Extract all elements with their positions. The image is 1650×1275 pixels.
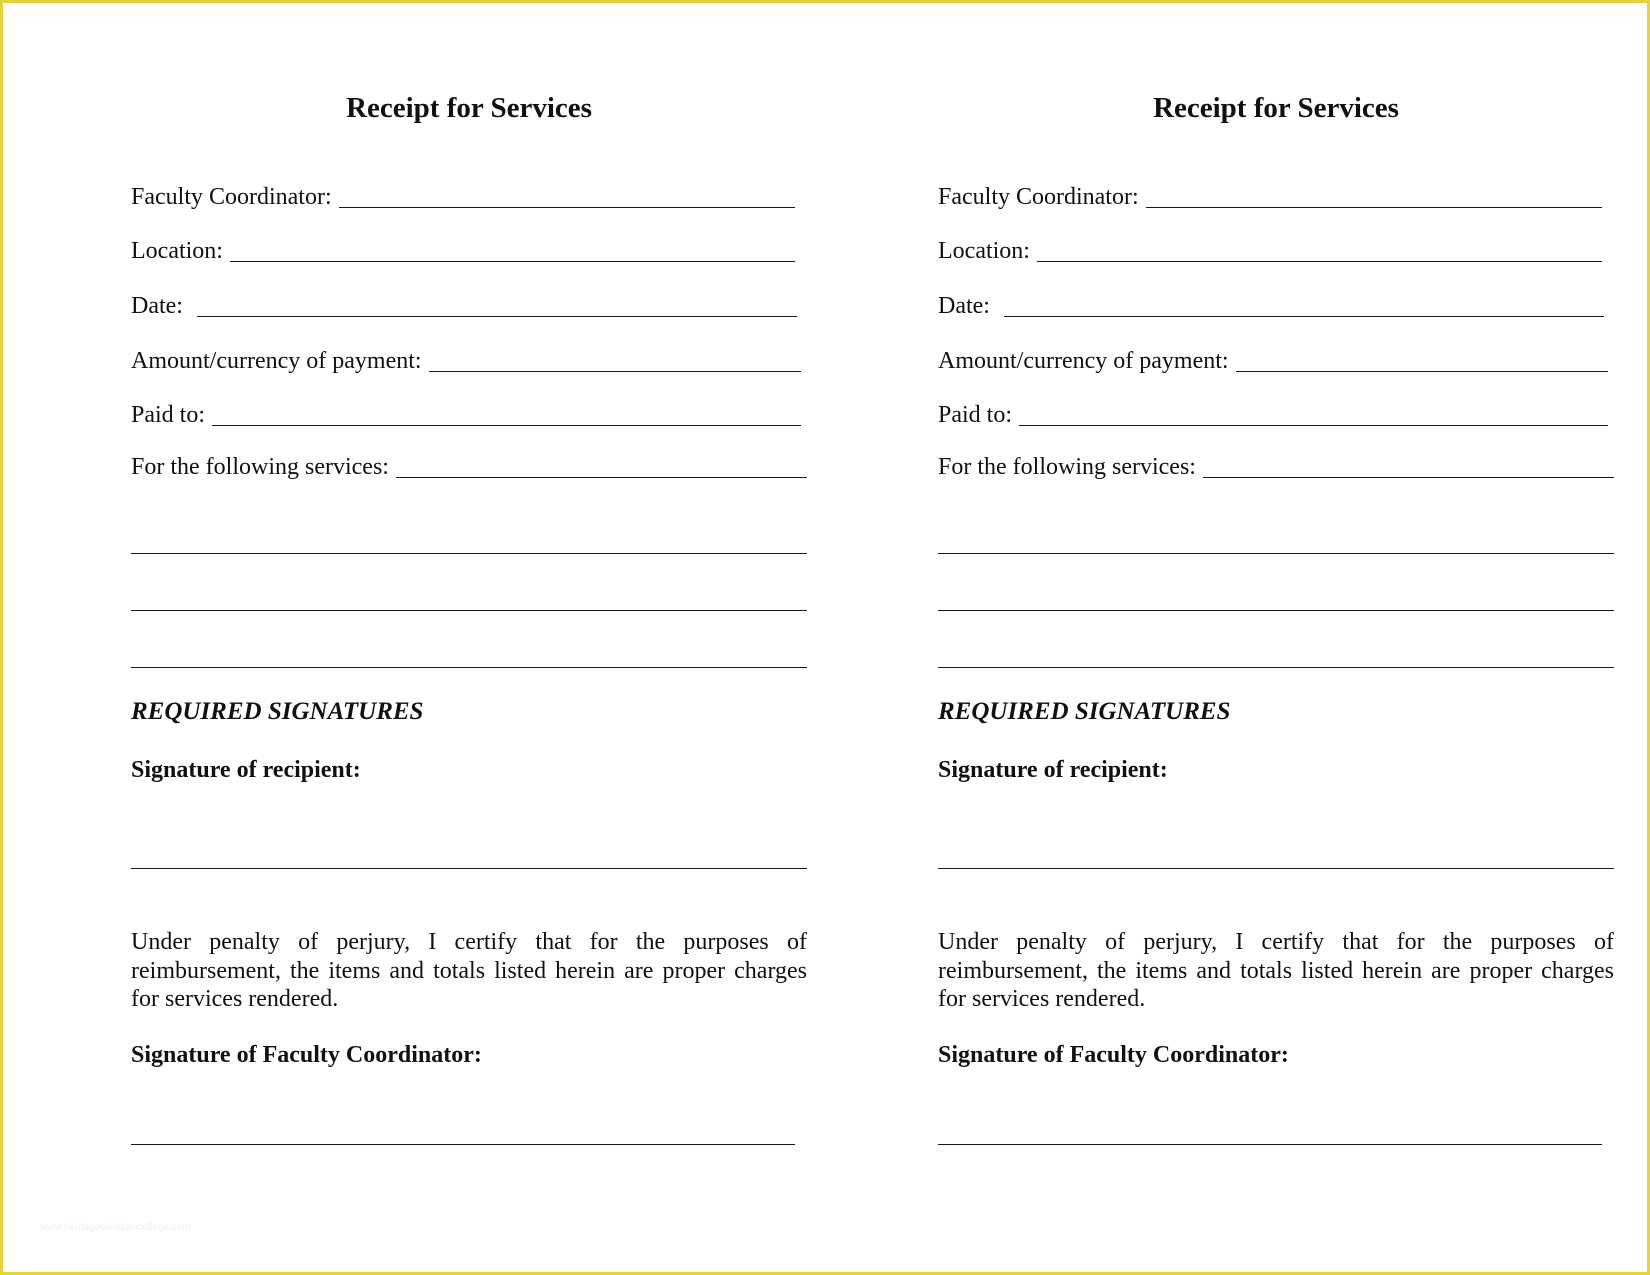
faculty-coordinator-label: Faculty Coordinator: <box>938 184 1139 210</box>
certification-text: Under penalty of perjury, I certify that for the purposes of reimbursement, the items and totals listed herein are proper charges for services rendered. <box>938 929 1614 1012</box>
services-label: For the following services: <box>938 454 1196 480</box>
paid-to-field[interactable] <box>131 399 807 431</box>
amount-field[interactable] <box>938 345 1614 377</box>
services-field[interactable] <box>131 451 807 483</box>
date-field[interactable] <box>131 290 807 322</box>
signature-recipient-label: Signature of recipient: <box>131 757 361 783</box>
date-blank[interactable] <box>197 316 797 317</box>
location-field[interactable] <box>938 235 1614 267</box>
location-blank[interactable] <box>230 261 795 262</box>
signature-recipient-line[interactable] <box>131 868 807 869</box>
services-line[interactable] <box>938 553 1614 554</box>
services-line[interactable] <box>131 610 807 611</box>
date-label: Date: <box>131 293 183 319</box>
receipt-right <box>938 0 1614 1275</box>
services-line[interactable] <box>938 667 1614 668</box>
amount-blank[interactable] <box>429 371 801 372</box>
paid-to-label: Paid to: <box>131 402 206 428</box>
date-blank[interactable] <box>1004 316 1604 317</box>
services-line[interactable] <box>131 667 807 668</box>
faculty-coordinator-field[interactable] <box>131 181 807 213</box>
services-line[interactable] <box>938 610 1614 611</box>
location-field[interactable] <box>131 235 807 267</box>
date-field[interactable] <box>938 290 1614 322</box>
amount-blank[interactable] <box>1236 371 1608 372</box>
services-line[interactable] <box>131 553 807 554</box>
required-signatures-heading: REQUIRED SIGNATURES <box>938 698 1231 725</box>
location-label: Location: <box>131 238 223 264</box>
signature-coordinator-line[interactable] <box>938 1144 1602 1145</box>
receipt-title: Receipt for Services <box>1153 92 1399 124</box>
paid-to-blank[interactable] <box>1019 425 1608 426</box>
faculty-coordinator-blank[interactable] <box>1146 207 1602 208</box>
faculty-coordinator-label: Faculty Coordinator: <box>131 184 332 210</box>
watermark-text: www.heritagechristiancollege.com <box>40 1222 191 1233</box>
paid-to-field[interactable] <box>938 399 1614 431</box>
receipt-left <box>131 0 807 1275</box>
receipt-title: Receipt for Services <box>346 92 592 124</box>
location-label: Location: <box>938 238 1030 264</box>
faculty-coordinator-field[interactable] <box>938 181 1614 213</box>
paid-to-blank[interactable] <box>212 425 801 426</box>
location-blank[interactable] <box>1037 261 1602 262</box>
signature-coordinator-label: Signature of Faculty Coordinator: <box>938 1042 1289 1068</box>
services-blank[interactable] <box>396 477 807 478</box>
signature-coordinator-line[interactable] <box>131 1144 795 1145</box>
date-label: Date: <box>938 293 990 319</box>
signature-recipient-line[interactable] <box>938 868 1614 869</box>
faculty-coordinator-blank[interactable] <box>339 207 795 208</box>
amount-label: Amount/currency of payment: <box>131 348 422 374</box>
services-label: For the following services: <box>131 454 389 480</box>
amount-label: Amount/currency of payment: <box>938 348 1229 374</box>
services-blank[interactable] <box>1203 477 1614 478</box>
signature-recipient-label: Signature of recipient: <box>938 757 1168 783</box>
amount-field[interactable] <box>131 345 807 377</box>
certification-text: Under penalty of perjury, I certify that for the purposes of reimbursement, the items and totals listed herein are proper charges for services rendered. <box>131 929 807 1012</box>
services-field[interactable] <box>938 451 1614 483</box>
signature-coordinator-label: Signature of Faculty Coordinator: <box>131 1042 482 1068</box>
required-signatures-heading: REQUIRED SIGNATURES <box>131 698 424 725</box>
paid-to-label: Paid to: <box>938 402 1013 428</box>
